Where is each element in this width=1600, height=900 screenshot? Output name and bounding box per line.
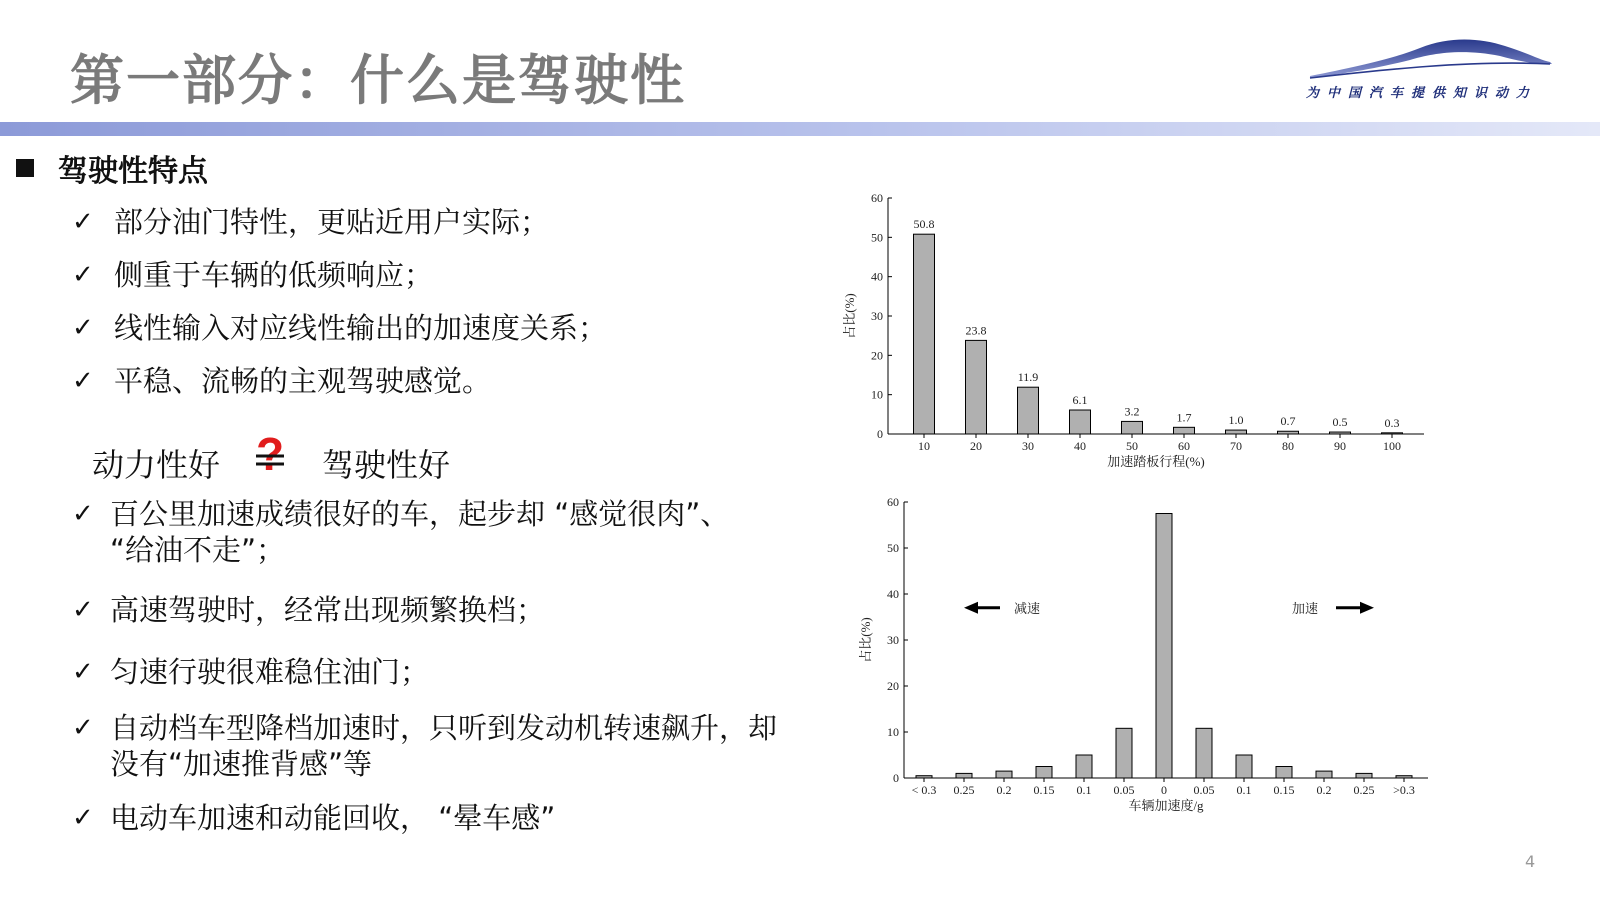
list-item-text: 高速驾驶时，经常出现频繁换档；	[110, 593, 546, 627]
y-tick-label: 40	[887, 587, 899, 601]
left-arrow-icon	[964, 602, 978, 614]
checkmark-icon: ✓	[72, 713, 94, 743]
data-label: 1.0	[1228, 413, 1244, 428]
x-tick-label: 0.05	[1193, 783, 1215, 797]
checkmark-icon: ✓	[72, 595, 94, 625]
y-tick-label: 20	[887, 679, 899, 693]
x-tick-label: 0.2	[996, 783, 1012, 797]
bar	[1076, 755, 1092, 778]
bar	[1278, 431, 1299, 434]
bar	[1236, 755, 1252, 778]
list-item	[72, 204, 549, 240]
x-tick-label: 0	[1161, 783, 1167, 797]
y-tick-label: 50	[887, 541, 899, 555]
data-label: 23.8	[965, 323, 987, 338]
bar	[1276, 767, 1292, 779]
question-not-equal-icon	[250, 426, 290, 482]
x-tick-label: 20	[970, 439, 982, 453]
x-axis-title: 车辆加速度/g	[1128, 798, 1204, 813]
x-tick-label: 100	[1383, 439, 1401, 453]
x-tick-label: < 0.3	[911, 783, 937, 797]
bar	[1174, 427, 1195, 434]
x-tick-label: 0.25	[1353, 783, 1375, 797]
bar	[1018, 387, 1039, 434]
y-tick-label: 30	[871, 309, 883, 323]
data-label: 50.8	[913, 217, 935, 232]
x-tick-label: 0.2	[1316, 783, 1332, 797]
data-label: 0.7	[1280, 414, 1296, 429]
x-axis-title: 加速踏板行程(%)	[1107, 454, 1205, 469]
bar	[966, 340, 987, 434]
x-tick-label: 0.25	[953, 783, 975, 797]
bar	[1070, 410, 1091, 434]
bar	[916, 776, 932, 778]
y-tick-label: 60	[887, 495, 899, 509]
x-tick-label: 0.1	[1076, 783, 1092, 797]
x-tick-label: 0.15	[1033, 783, 1055, 797]
data-label: 0.5	[1332, 415, 1348, 430]
checkmark-icon: ✓	[72, 313, 94, 343]
acceleration-annotation: 加速	[1292, 600, 1319, 616]
y-tick-label: 0	[877, 427, 883, 441]
x-tick-label: 0.15	[1273, 783, 1295, 797]
checkmark-icon: ✓	[72, 366, 94, 396]
y-axis-title: 占比(%)	[858, 617, 873, 663]
deceleration-annotation: 减速	[1014, 600, 1041, 616]
checkmark-icon: ✓	[72, 207, 94, 237]
x-tick-label: 0.05	[1113, 783, 1135, 797]
bar	[914, 234, 935, 434]
x-tick-label: 50	[1126, 439, 1138, 453]
y-tick-label: 10	[887, 725, 899, 739]
checkmark-icon: ✓	[72, 803, 94, 833]
list-item-text: 部分油门特性，更贴近用户实际；	[114, 205, 550, 239]
x-tick-label: 40	[1074, 439, 1086, 453]
page-number: 4	[1525, 852, 1536, 871]
list-item	[72, 654, 429, 690]
bar	[1156, 514, 1172, 779]
data-label: 3.2	[1124, 404, 1140, 419]
y-axis-title: 占比(%)	[842, 293, 857, 339]
y-tick-label: 60	[871, 191, 883, 205]
right-arrow-icon	[1360, 602, 1374, 614]
section-label: 驾驶性特点	[58, 154, 208, 189]
bar	[1122, 421, 1143, 434]
list-item	[72, 496, 729, 568]
square-bullet-icon	[16, 159, 34, 177]
x-tick-label: 70	[1230, 439, 1242, 453]
data-label: 11.9	[1017, 370, 1039, 385]
y-tick-label: 20	[871, 348, 883, 363]
list-item-text: 侧重于车辆的低频响应；	[114, 258, 434, 292]
list-item	[72, 800, 555, 836]
list-item-text: 自动档车型降档加速时，只听到发动机转速飙升，却 没有“加速推背感”等	[110, 711, 778, 781]
data-label: 0.3	[1384, 415, 1400, 430]
pedal-travel-bar-chart	[842, 188, 1438, 478]
list-item-text: 匀速行驶很难稳住油门；	[110, 655, 430, 689]
list-item	[72, 257, 433, 293]
acceleration-bar-chart	[848, 490, 1438, 830]
page-title: 第一部分：什么是驾驶性	[70, 49, 686, 112]
list-item-text: 电动车加速和动能回收， “晕车感”	[110, 801, 556, 835]
list-item-text: 线性输入对应线性输出的加速度关系；	[114, 311, 608, 345]
comparison-right: 驾驶性好	[322, 446, 451, 484]
bar	[1356, 773, 1372, 778]
x-tick-label: 0.1	[1236, 783, 1252, 797]
bar	[1316, 771, 1332, 778]
logo-slogan: 为中国汽车提供知识动力	[1306, 86, 1538, 101]
checkmark-icon: ✓	[72, 260, 94, 290]
data-label: 1.7	[1176, 410, 1192, 425]
x-tick-label: 80	[1282, 439, 1294, 453]
data-label: 6.1	[1072, 393, 1088, 408]
bar	[1196, 728, 1212, 778]
checkmark-icon: ✓	[72, 657, 94, 687]
y-tick-label: 40	[871, 269, 883, 284]
question-mark-glyph: ?	[255, 428, 285, 480]
bar	[1330, 432, 1351, 434]
bar	[1226, 430, 1247, 434]
x-tick-label: 10	[918, 439, 930, 453]
bar	[1116, 728, 1132, 778]
bar	[956, 773, 972, 778]
y-tick-label: 10	[871, 387, 883, 402]
bar	[1396, 776, 1412, 778]
x-tick-label: 30	[1022, 439, 1034, 453]
checkmark-icon: ✓	[72, 499, 94, 529]
list-item-text: 平稳、流畅的主观驾驶感觉。	[114, 364, 492, 398]
y-tick-label: 30	[887, 633, 899, 647]
header-divider-band	[0, 122, 1600, 136]
section-heading	[16, 146, 208, 190]
list-item	[72, 363, 491, 399]
list-item-text: 百公里加速成绩很好的车，起步却 “感觉很肉”、 “给油不走”；	[110, 497, 730, 567]
list-item	[72, 592, 545, 628]
bar	[1036, 767, 1052, 779]
comparison-left: 动力性好	[92, 446, 221, 484]
x-tick-label: 90	[1334, 439, 1346, 453]
x-tick-label: 60	[1178, 439, 1190, 453]
y-tick-label: 50	[871, 230, 883, 245]
bar	[996, 771, 1012, 778]
x-tick-label: >0.3	[1393, 783, 1415, 797]
y-tick-label: 0	[893, 771, 899, 785]
list-item	[72, 710, 777, 782]
list-item	[72, 310, 607, 346]
bar	[1382, 433, 1403, 434]
